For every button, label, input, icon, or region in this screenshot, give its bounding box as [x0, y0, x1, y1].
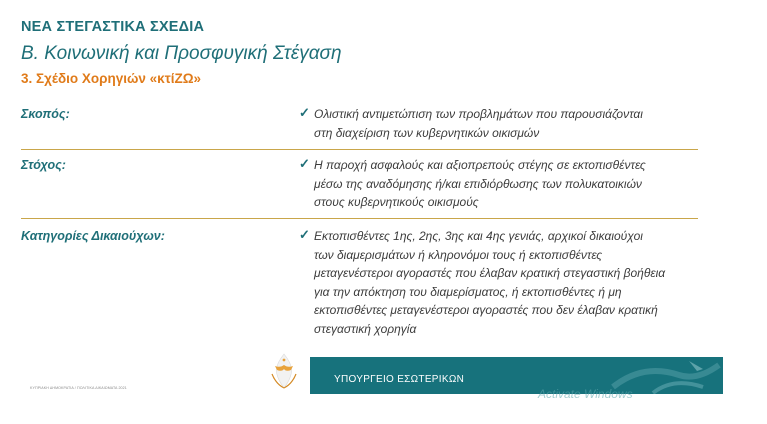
- page-subtitle: Β. Κοινωνική και Προσφυγική Στέγαση: [21, 43, 342, 64]
- description-line: Ολιστική αντιμετώπιση των προβλημάτων που παρουσιάζονται: [314, 107, 643, 121]
- page-title: ΝΕΑ ΣΤΕΓΑΣΤΙΚΑ ΣΧΕΔΙΑ: [21, 19, 205, 35]
- row-description-purpose: [314, 105, 699, 142]
- description-line: Εκτοπισθέντες 1ης, 2ης, 3ης και 4ης γενιάς, αρχικοί δικαιούχοι: [314, 229, 643, 243]
- description-line: των διαμερισμάτων ή κληρονόμοι τους ή εκτοπισθέντες: [314, 247, 603, 262]
- description-line: εκτοπισθέντες μεταγενέστεροι αγοραστές που δεν έλαβαν κρατική: [314, 303, 658, 317]
- description-line: στους κυβερνητικούς οικισμούς: [314, 195, 479, 209]
- ministry-banner: [310, 357, 723, 394]
- check-icon: ✓: [299, 156, 310, 171]
- row-description-goal: [314, 156, 699, 212]
- ministry-name: ΥΠΟΥΡΓΕΙΟ ΕΣΩΤΕΡΙΚΩΝ: [334, 374, 465, 385]
- description-line: Η παροχή ασφαλούς και αξιοπρεπούς στέγης σε εκτοπισθέντες: [314, 158, 646, 172]
- activate-windows-watermark: Activate Windows: [538, 387, 633, 401]
- description-line: μέσω της αναδόμησης ή/και επιδιόρθωσης των πολυκατοικιών: [314, 176, 642, 191]
- row-divider: [21, 149, 698, 150]
- description-line: στεγαστική χορηγία: [314, 321, 417, 336]
- description-line: για την απόκτηση του διαμερίσματος, ή εκτοπισθέντες ή μη: [314, 284, 622, 299]
- row-label-beneficiaries: Κατηγορίες Δικαιούχων:: [21, 229, 165, 243]
- section-title: 3. Σχέδιο Χορηγιών «κτίΖΩ»: [21, 71, 202, 86]
- row-label-goal: Στόχος:: [21, 158, 66, 172]
- cyprus-emblem-icon: [266, 350, 302, 392]
- footer-small-text: ΚΥΠΡΙΑΚΗ ΔΗΜΟΚΡΑΤΙΑ / ΠΟΛΙΤΙΚΑ ΔΙΚΑΙΩΜΑΤΑ 2021: [30, 386, 127, 390]
- check-icon: ✓: [299, 105, 310, 120]
- description-line: μεταγενέστεροι αγοραστές που έλαβαν κρατική στεγαστική βοήθεια: [314, 266, 666, 280]
- description-line: στη διαχείριση των κυβερνητικών οικισμών: [314, 125, 540, 140]
- check-icon: ✓: [299, 227, 310, 242]
- row-divider: [21, 218, 698, 219]
- row-description-beneficiaries: [314, 227, 699, 338]
- row-label-purpose: Σκοπός:: [21, 107, 70, 121]
